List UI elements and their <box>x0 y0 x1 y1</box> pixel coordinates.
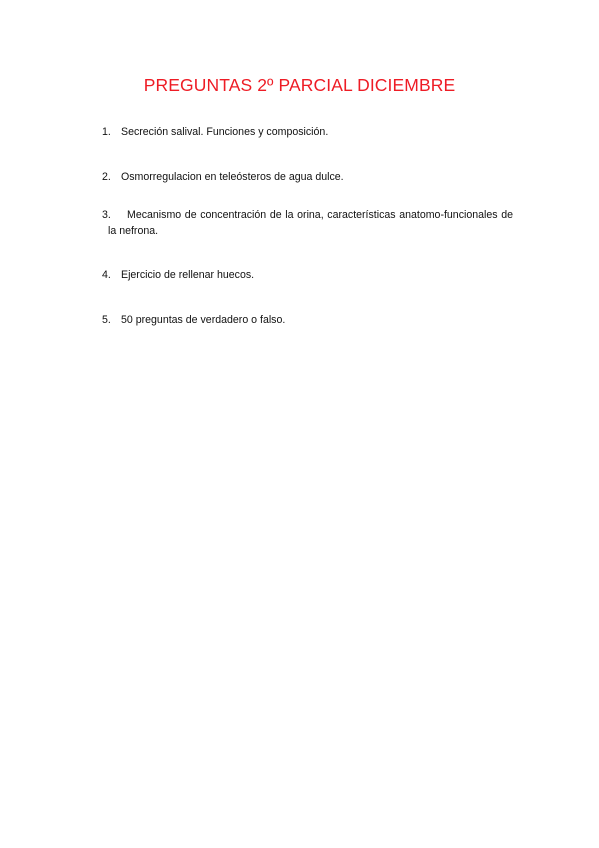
question-list <box>102 124 513 328</box>
question-item-4 <box>102 267 513 283</box>
question-number: 1. <box>102 126 111 138</box>
document-title: PREGUNTAS 2º PARCIAL DICIEMBRE <box>143 75 456 95</box>
question-item-1 <box>102 124 513 140</box>
question-text: Ejercicio de rellenar huecos. <box>121 269 255 281</box>
question-number: 5. <box>102 314 111 326</box>
question-text: Secreción salival. Funciones y composición. <box>121 126 329 138</box>
question-number: 3. <box>102 209 111 221</box>
question-text: Mecanismo de concentración de la orina, características anatomo-funcionales de la nefrona. <box>108 209 513 237</box>
question-item-3 <box>102 207 513 239</box>
question-text: Osmorregulacion en teleósteros de agua dulce. <box>121 171 344 183</box>
question-text: 50 preguntas de verdadero o falso. <box>121 314 286 326</box>
question-item-2 <box>102 169 513 185</box>
question-number: 2. <box>102 171 111 183</box>
question-number: 4. <box>102 269 111 281</box>
question-item-5 <box>102 312 513 328</box>
